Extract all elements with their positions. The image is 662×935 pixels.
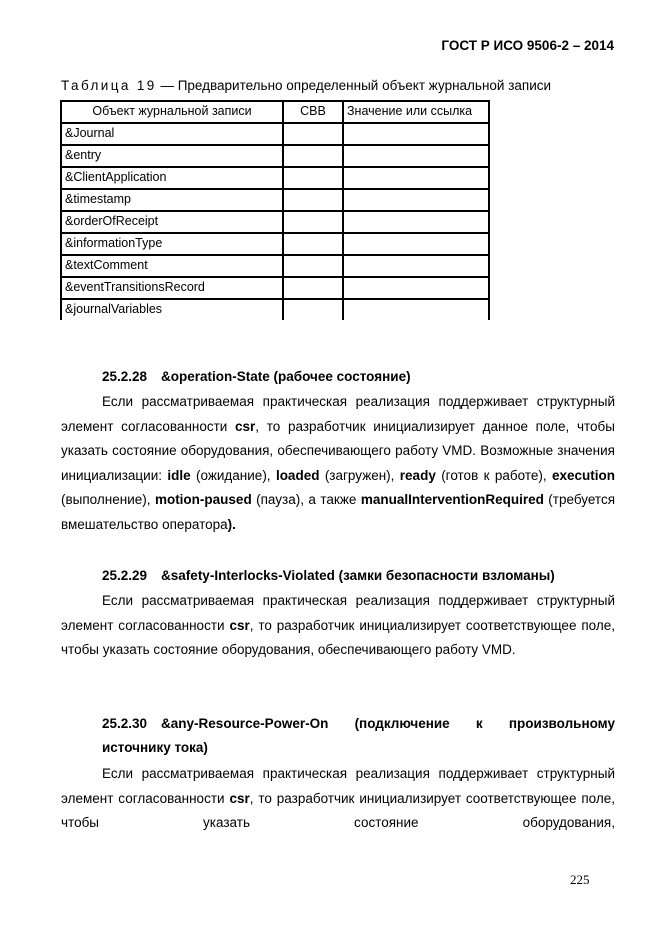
column-header: Значение или ссылка	[343, 101, 489, 123]
table-cell	[343, 299, 489, 320]
table-cell	[343, 145, 489, 167]
text: , то разработчик инициализирует данное поле, чтобы указать состояние оборудования, обеспечивающего работу VMD. Возможные значения инициализации:	[61, 418, 615, 483]
text: (готов к работе),	[435, 467, 552, 483]
table-cell	[343, 189, 489, 211]
table-cell	[283, 277, 343, 299]
section-number: 25.2.29	[102, 568, 148, 583]
section-number: 25.2.30	[102, 716, 148, 731]
column-header: Объект журнальной записи	[61, 101, 283, 123]
keyword: idle	[167, 467, 191, 483]
text: (загружен),	[319, 467, 400, 483]
table-cell: &informationType	[61, 233, 283, 255]
keyword: csr	[229, 790, 250, 806]
table-row	[61, 255, 489, 277]
text: Если рассматриваемая практическая реализация поддерживает структурный элемент согласованности	[61, 394, 615, 434]
table-cell	[283, 211, 343, 233]
keyword: ready	[399, 467, 436, 483]
text: Если рассматриваемая практическая реализация поддерживает структурный элемент согласованности	[61, 766, 615, 806]
keyword: csr	[235, 418, 256, 434]
table-cell	[283, 189, 343, 211]
column-header: СВВ	[283, 101, 343, 123]
page-number: 225	[570, 872, 590, 887]
text: (ожидание),	[190, 467, 276, 483]
section-heading	[102, 369, 411, 384]
table-cell: &timestamp	[61, 189, 283, 211]
section-title-continued: источнику тока)	[102, 740, 208, 755]
table-caption	[61, 78, 551, 93]
table-caption-text: — Предварительно определенный объект журнальной записи	[156, 78, 552, 93]
table-cell	[343, 123, 489, 145]
table-row	[61, 167, 489, 189]
table-row	[61, 123, 489, 145]
keyword: ).	[227, 516, 236, 532]
section-paragraph	[61, 762, 615, 836]
table-cell: &ClientApplication	[61, 167, 283, 189]
table-cell: &orderOfReceipt	[61, 211, 283, 233]
section-number: 25.2.28	[102, 369, 148, 384]
keyword: motion-paused	[154, 492, 252, 508]
table-row	[61, 145, 489, 167]
section-title: &operation-State (рабочее состояние)	[161, 369, 411, 384]
table-cell	[343, 211, 489, 233]
text: , то разработчик инициализирует соответствующее поле, чтобы указать состояние оборудования, обеспечивающего работу VMD.	[61, 617, 615, 658]
table-cell: &eventTransitionsRecord	[61, 277, 283, 299]
table-row	[61, 277, 489, 299]
text: (требуется вмешательство оператора	[61, 492, 616, 532]
keyword: manualInterventionRequired	[360, 492, 544, 508]
keyword: execution	[551, 467, 616, 483]
text: (выполнение),	[61, 492, 155, 508]
table-cell: &textComment	[61, 255, 283, 277]
table-cell	[283, 123, 343, 145]
keyword: loaded	[275, 467, 320, 483]
section-title: &safety-Interlocks-Violated (замки безопасности взломаны)	[161, 568, 555, 583]
table-row	[61, 211, 489, 233]
text: Если рассматриваемая практическая реализация поддерживает структурный элемент согласованности	[61, 593, 615, 633]
table-cell	[343, 255, 489, 277]
table-row	[61, 299, 489, 320]
table-row	[61, 189, 489, 211]
table-cell	[283, 255, 343, 277]
table-cell	[283, 145, 343, 167]
table-cell	[283, 167, 343, 189]
table-cell	[343, 167, 489, 189]
table-cell: &journalVariables	[61, 299, 283, 320]
journal-entry-table	[60, 100, 490, 320]
table-header-row	[61, 101, 489, 123]
section-paragraph	[61, 589, 615, 663]
table-cell: &entry	[61, 145, 283, 167]
section-paragraph	[61, 390, 615, 538]
table-cell	[283, 233, 343, 255]
section-title: &any-Resource-Power-On (подключение к произвольному	[161, 716, 615, 731]
table-cell	[343, 277, 489, 299]
document-header: ГОСТ Р ИСО 9506-2 – 2014	[441, 38, 614, 53]
text: , то разработчик инициализирует соответствующее поле, чтобы указать состояние оборудования,	[61, 790, 615, 831]
keyword: csr	[229, 617, 250, 633]
table-caption-label: Таблица 19	[61, 78, 157, 93]
section-heading	[102, 716, 615, 731]
section-heading	[102, 568, 555, 583]
table-cell: &Journal	[61, 123, 283, 145]
table-cell	[343, 233, 489, 255]
text: (пауза), а также	[251, 492, 361, 508]
table-row	[61, 233, 489, 255]
table-cell	[283, 299, 343, 320]
